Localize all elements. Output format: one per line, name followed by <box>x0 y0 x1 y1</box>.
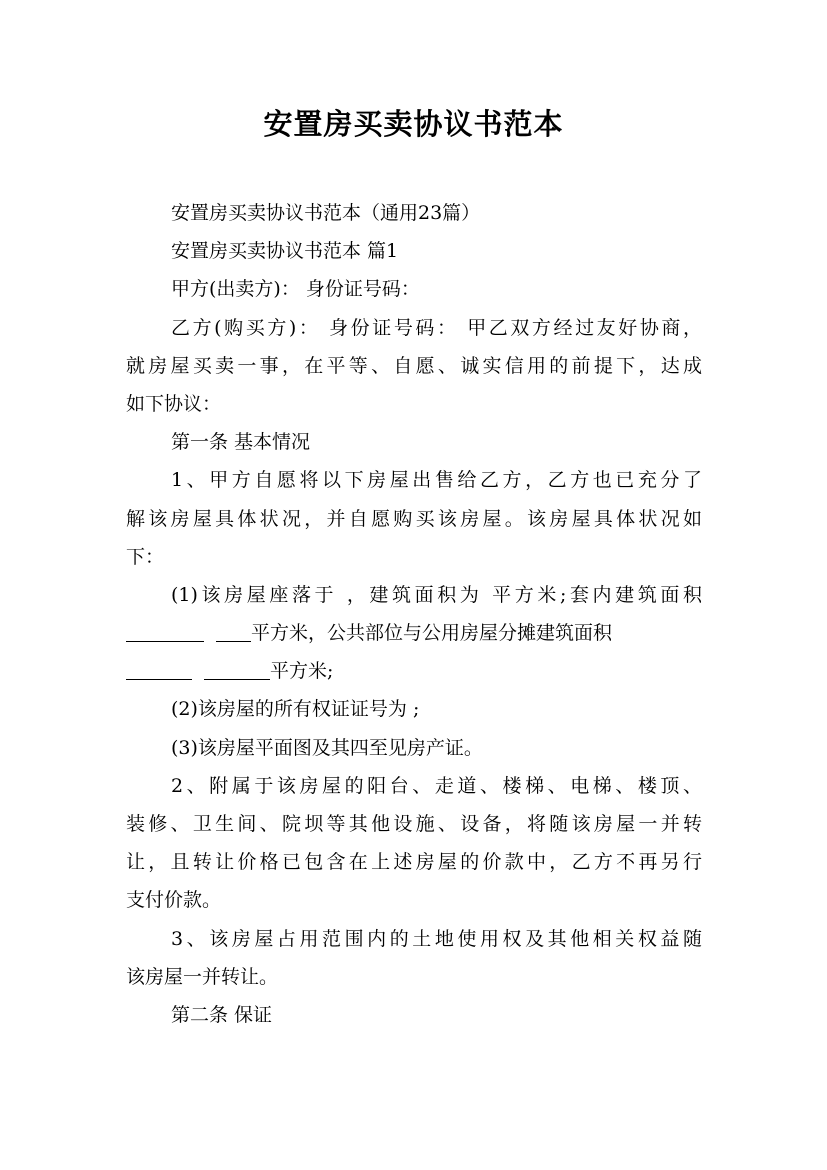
paragraph-line: (2)该房屋的所有权证证号为 ; <box>171 698 420 721</box>
paragraph-line: (3)该房屋平面图及其四至见房产证。 <box>171 736 483 759</box>
paragraph-line <box>126 614 702 652</box>
paragraph-line: 如下协议： <box>126 392 222 415</box>
paragraph-line: 2、附属于该房屋的阳台、走道、楼梯、电梯、楼顶、 <box>171 774 702 797</box>
fill-in-blank <box>216 640 251 642</box>
paragraph-line: 支付价款。 <box>126 889 222 912</box>
paragraph-line: (1)该房屋座落于 ，建筑面积为 平方米;套内建筑面积 <box>171 583 702 606</box>
party-b-line: 乙方(购买方)： 身份证号码： 甲乙双方经过友好协商， <box>171 316 702 339</box>
blank-suffix-text: 平方米; <box>270 660 334 683</box>
paragraph-line <box>126 652 702 690</box>
fill-in-blank <box>126 640 204 642</box>
document-title: 安置房买卖协议书范本 <box>263 107 564 141</box>
paragraph-line: 解该房屋具体状况，并自愿购买该房屋。该房屋具体状况如 <box>126 507 702 530</box>
paragraph-line: 3、该房屋占用范围内的土地使用权及其他相关权益随 <box>171 927 702 950</box>
fill-in-blank <box>126 678 192 680</box>
subtitle-line: 安置房买卖协议书范本（通用23篇） <box>171 202 481 224</box>
fill-in-blank <box>204 678 270 680</box>
article-1-heading: 第一条 基本情况 <box>171 431 311 454</box>
paragraph-line: 就房屋买卖一事，在平等、自愿、诚实信用的前提下，达成 <box>126 354 702 377</box>
party-a-line: 甲方(出卖方)： 身份证号码： <box>171 278 420 301</box>
paragraph-line: 1、甲方自愿将以下房屋出售给乙方，乙方也已充分了 <box>171 469 702 492</box>
paragraph-line: 下： <box>126 545 165 568</box>
paragraph-line: 装修、卫生间、院坝等其他设施、设备，将随该房屋一并转 <box>126 813 702 835</box>
paragraph-line: 让，且转让价格已包含在上述房屋的价款中，乙方不再另行 <box>126 851 702 874</box>
section-heading-part-1: 安置房买卖协议书范本 篇1 <box>171 240 399 263</box>
paragraph-line: 该房屋一并转让。 <box>126 965 279 988</box>
document-body <box>126 194 702 1034</box>
article-2-heading: 第二条 保证 <box>171 1003 273 1026</box>
blank-suffix-text: 平方米，公共部位与公用房屋分摊建筑面积 <box>251 622 613 645</box>
